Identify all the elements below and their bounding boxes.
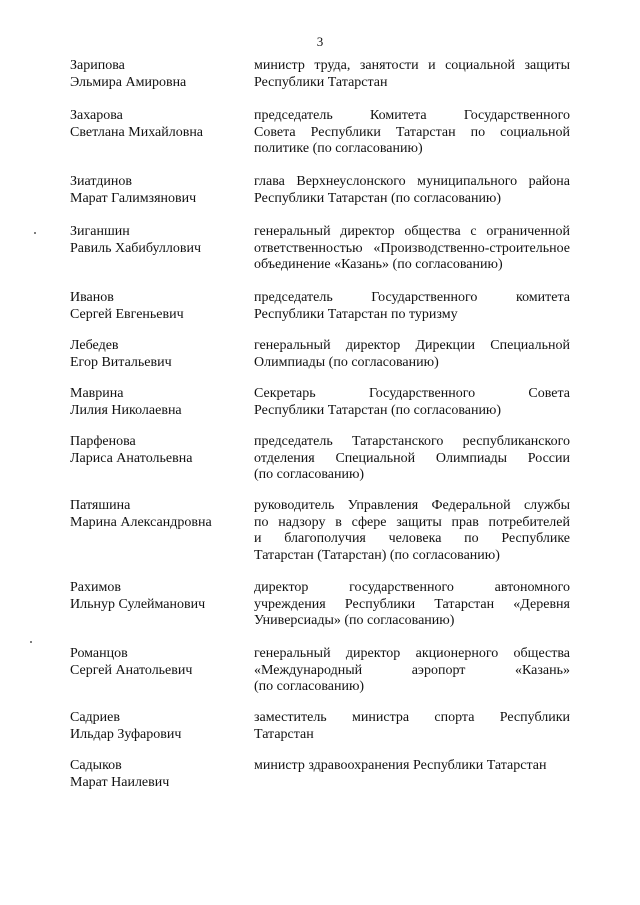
member-given-names: Сергей Евгеньевич [70, 306, 184, 322]
member-given-names: Лариса Анатольевна [70, 450, 193, 466]
member-name [70, 290, 240, 323]
member-position-line: Республики Татарстан по туризму [254, 306, 458, 322]
member-name [70, 386, 240, 419]
scan-speck [30, 641, 32, 643]
member-name [70, 434, 240, 467]
member-position-line: «Международный аэропорт «Казань» [254, 662, 570, 678]
member-surname: Зиганшин [70, 224, 130, 239]
member-position-line: Татарстан [254, 726, 314, 742]
member-position-line: отделения Специальной Олимпиады России [254, 450, 570, 466]
member-name [70, 58, 240, 91]
member-position-line: Татарстан (Татарстан) (по согласованию) [254, 547, 500, 563]
member-position-line: Секретарь Государственного Совета [254, 386, 570, 401]
member-position-line: Олимпиады (по согласованию) [254, 354, 439, 370]
member-position [254, 434, 570, 484]
member-position [254, 224, 570, 274]
member-position [254, 386, 570, 419]
member-given-names: Ильдар Зуфарович [70, 726, 182, 742]
member-position-line: Республики Татарстан [254, 74, 388, 90]
member-position-line: (по согласованию) [254, 679, 365, 695]
member-name [70, 580, 240, 613]
member-name [70, 108, 240, 141]
member-position [254, 710, 570, 743]
scan-speck [34, 232, 36, 234]
member-position [254, 580, 570, 630]
member-given-names: Марат Галимзянович [70, 190, 197, 206]
member-surname: Парфенова [70, 434, 136, 449]
member-given-names: Лилия Николаевна [70, 402, 182, 418]
member-position-line: Универсиады» (по согласованию) [254, 613, 455, 629]
member-given-names: Марат Наилевич [70, 774, 170, 790]
member-given-names: Равиль Хабибуллович [70, 240, 202, 256]
member-name [70, 338, 240, 371]
member-given-names: Ильнур Сулейманович [70, 596, 206, 612]
member-surname: Лебедев [70, 338, 119, 353]
member-name [70, 646, 240, 679]
member-given-names: Эльмира Амировна [70, 74, 187, 90]
member-position-line: объединение «Казань» (по согласованию) [254, 257, 503, 273]
member-position-line: учреждения Республики Татарстан «Деревня [254, 596, 570, 612]
member-surname: Садыков [70, 758, 122, 773]
member-surname: Зиатдинов [70, 174, 133, 189]
member-position-line: министр труда, занятости и социальной защиты [254, 58, 570, 73]
member-given-names: Марина Александровна [70, 514, 212, 530]
member-position-line: руководитель Управления Федеральной службы [254, 498, 570, 513]
member-position-line: (по согласованию) [254, 467, 365, 483]
member-position [254, 58, 570, 91]
member-position-line: Республики Татарстан (по согласованию) [254, 402, 502, 418]
member-position [254, 174, 570, 207]
member-position-line: генеральный директор общества с ограниченной [254, 224, 570, 239]
page-number: 3 [316, 34, 324, 49]
member-surname: Иванов [70, 290, 114, 305]
member-position-line: генеральный директор Дирекции Специальной [254, 338, 570, 353]
member-position-line: заместитель министра спорта Республики [254, 710, 570, 725]
member-name [70, 710, 240, 743]
member-position-line: глава Верхнеуслонского муниципального района [254, 174, 570, 189]
member-name [70, 224, 240, 257]
member-position-line: председатель Государственного комитета [254, 290, 570, 305]
member-position-line: директор государственного автономного [254, 580, 570, 595]
member-position-line: председатель Татарстанского республиканского [254, 434, 570, 449]
member-position-line: Республики Татарстан (по согласованию) [254, 190, 502, 206]
member-given-names: Светлана Михайловна [70, 124, 204, 140]
member-surname: Зарипова [70, 58, 125, 73]
member-surname: Рахимов [70, 580, 121, 595]
member-name [70, 758, 240, 791]
member-position-line: генеральный директор акционерного общества [254, 646, 570, 661]
member-position-line: ответственностью «Производственно-строительное [254, 240, 570, 256]
member-position [254, 108, 570, 158]
member-position-line: политике (по согласованию) [254, 141, 423, 157]
member-given-names: Егор Витальевич [70, 354, 172, 370]
member-position-line: председатель Комитета Государственного [254, 108, 570, 123]
member-position-line: министр здравоохранения Республики Татарстан [254, 758, 547, 773]
member-given-names: Сергей Анатольевич [70, 662, 193, 678]
member-position [254, 290, 570, 323]
member-position-line: по надзору в сфере защиты прав потребителей [254, 514, 570, 530]
member-name [70, 174, 240, 207]
member-position-line: и благополучия человека по Республике [254, 531, 570, 547]
member-position [254, 338, 570, 371]
member-surname: Патяшина [70, 498, 131, 513]
member-position-line: Совета Республики Татарстан по социальной [254, 124, 570, 140]
member-surname: Романцов [70, 646, 128, 661]
member-position [254, 646, 570, 696]
member-surname: Садриев [70, 710, 120, 725]
member-surname: Маврина [70, 386, 124, 401]
member-surname: Захарова [70, 108, 123, 123]
member-position [254, 758, 570, 775]
member-name [70, 498, 240, 531]
member-position [254, 498, 570, 564]
